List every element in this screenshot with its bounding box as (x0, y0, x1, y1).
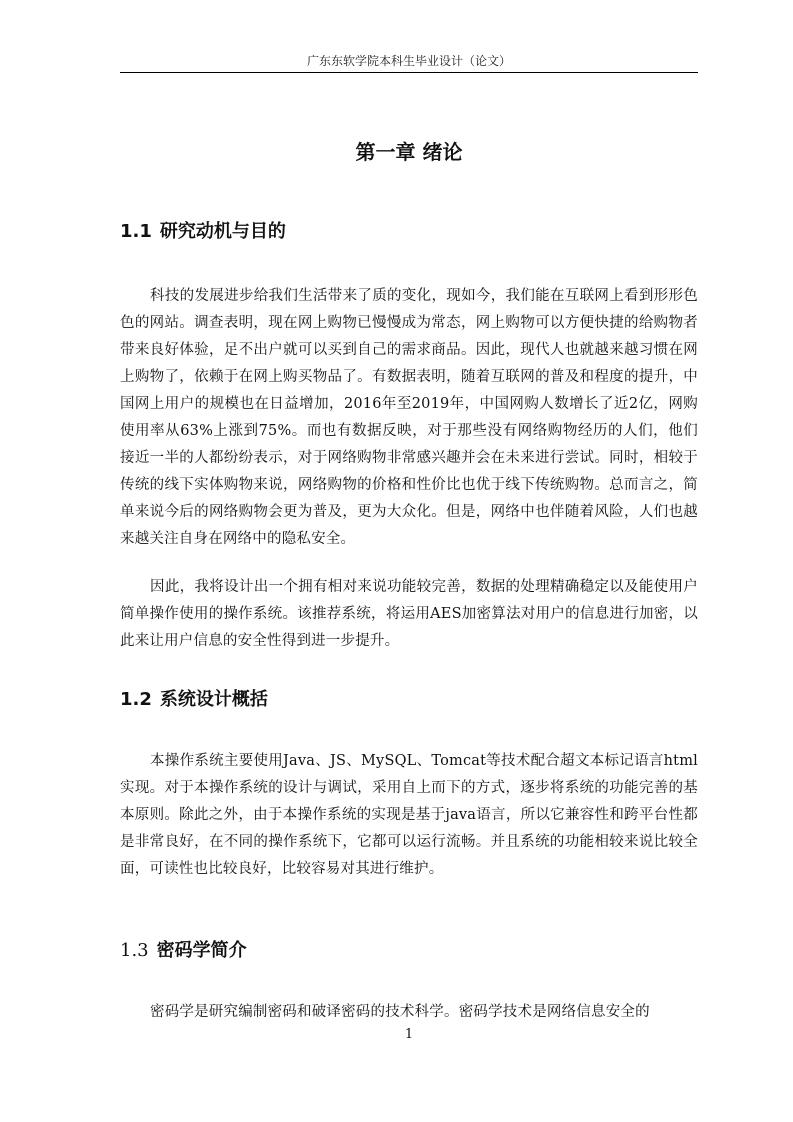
section-title: 研究动机与目的 (159, 221, 286, 242)
paragraph: 密码学是研究编制密码和破译密码的技术科学。密码学技术是网络信息安全的 (150, 1004, 650, 1020)
section-number: 1.3 (120, 940, 149, 961)
paragraph: 本操作系统主要使用Java、JS、MySQL、Tomcat等技术配合超文本标记语言html实现。对于本操作系统的设计与调试，采用自上而下的方式，逐步将系统的功能完善的基本原则。除此之外，由于本操作系统的实现是基于java语言，所以它兼容性和跨平台性都是非常良好，在不同的操作系统下，它都可以运行流畅。并且系统的功能相较来说比较全面，可读性也比较良好，比较容易对其进行维护。 (120, 753, 698, 877)
section-number: 1.1 (120, 221, 152, 242)
paragraph: 科技的发展进步给我们生活带来了质的变化，现如今，我们能在互联网上看到形形色色的网站。调查表明，现在网上购物已慢慢成为常态，网上购物可以方便快捷的给购物者带来良好体验，足不出户就可以买到自己的需求商品。因此，现代人也就越来越习惯在网上购物了，依赖于在网上购买物品了。有数据表明，随着互联网的普及和程度的提升，中国网上用户的规模也在日益增加，2016年至2019年，中国网购人数增长了近2亿，网购使用率从63%上涨到75%。而也有数据反映，对于那些没有网络购物经历的人们，他们接近一半的人都纷纷表示，对于网络购物非常感兴趣并会在未来进行尝试。同时，相较于传统的线下实体购物来说，网络购物的价格和性价比也优于线下传统购物。总而言之，简单来说今后的网络购物会更为普及，更为大众化。但是，网络中也伴随着风险，人们也越来越关注自身在网络中的隐私安全。 (120, 288, 698, 547)
page-header: 广东东软学院本科生毕业设计（论文） (306, 54, 511, 68)
chapter-title: 第一章 绪论 (355, 140, 463, 164)
section-number: 1.2 (120, 689, 152, 710)
section-heading-1-3 (120, 938, 698, 964)
header-rule (120, 72, 698, 73)
paragraph: 因此，我将设计出一个拥有相对来说功能较完善，数据的处理精确稳定以及能使用户简单操作使用的操作系统。该推荐系统，将运用AES加密算法对用户的信息进行加密，以此来让用户信息的安全性得到进一步提升。 (120, 579, 698, 649)
section-title: 密码学简介 (156, 940, 247, 961)
section-title: 系统设计概括 (159, 689, 268, 710)
page-number: 1 (404, 1027, 414, 1042)
section-heading-1-1 (120, 219, 698, 245)
section-heading-1-2 (120, 687, 698, 713)
